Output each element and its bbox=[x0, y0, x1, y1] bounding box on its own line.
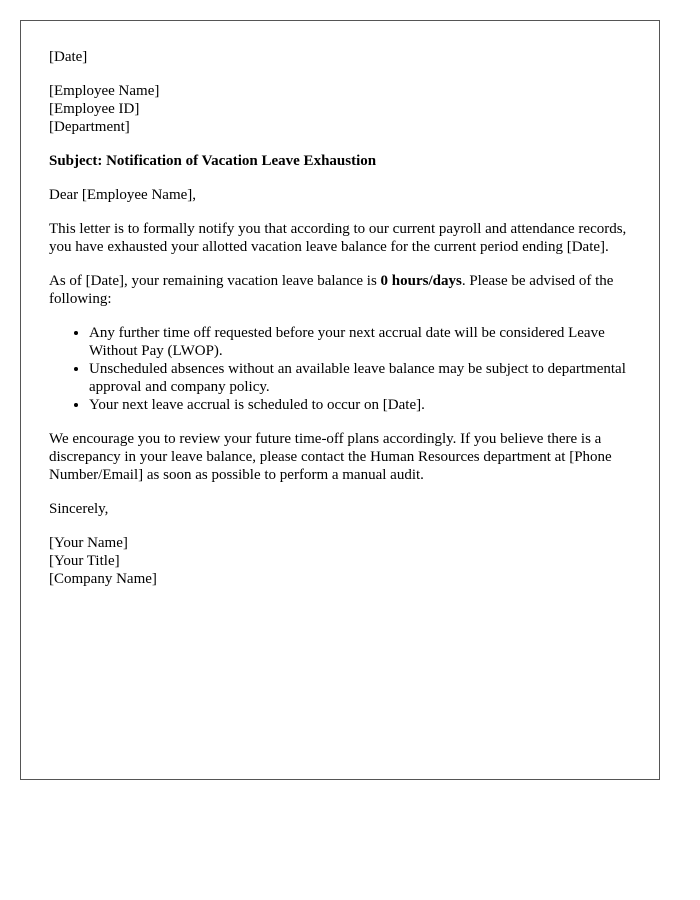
signature-company: [Company Name] bbox=[49, 571, 157, 587]
paragraph-2-after: . Please be advised of the following: bbox=[49, 273, 614, 307]
signature-name: [Your Name] bbox=[49, 535, 128, 551]
paragraph-2-before: As of [Date], your remaining vacation leave balance is bbox=[49, 273, 381, 289]
body-paragraph-2 bbox=[49, 272, 631, 308]
list-item: • Any further time off requested before your next accrual date will be considered Leave Without Pay (LWOP). bbox=[89, 324, 631, 360]
recipient-name: [Employee Name] bbox=[49, 83, 160, 99]
leave-balance: 0 hours/days bbox=[380, 273, 462, 289]
recipient-department: [Department] bbox=[49, 119, 130, 135]
letter-page bbox=[20, 20, 660, 780]
recipient-block bbox=[49, 82, 631, 136]
recipient-id: [Employee ID] bbox=[49, 101, 140, 117]
signature-block bbox=[49, 534, 631, 588]
body-paragraph-3: We encourage you to review your future time-off plans accordingly. If you believe there is a discrepancy in your leave balance, please contact the Human Resources department at [Phone Number/Email] as soon as possible to perform a manual audit. bbox=[49, 431, 612, 483]
advisory-list bbox=[49, 324, 631, 414]
letter-date: [Date] bbox=[49, 49, 88, 65]
letter-subject: Subject: Notification of Vacation Leave Exhaustion bbox=[49, 153, 377, 169]
body-paragraph-1: This letter is to formally notify you that according to our current payroll and attendance records, you have exhausted your allotted vacation leave balance for the current period ending [Date]. bbox=[49, 221, 627, 255]
closing: Sincerely, bbox=[49, 501, 109, 517]
salutation: Dear [Employee Name], bbox=[49, 187, 197, 203]
list-item: • Your next leave accrual is scheduled to occur on [Date]. bbox=[89, 396, 631, 414]
signature-title: [Your Title] bbox=[49, 553, 120, 569]
list-item: • Unscheduled absences without an available leave balance may be subject to departmental approval and company policy. bbox=[89, 360, 631, 396]
